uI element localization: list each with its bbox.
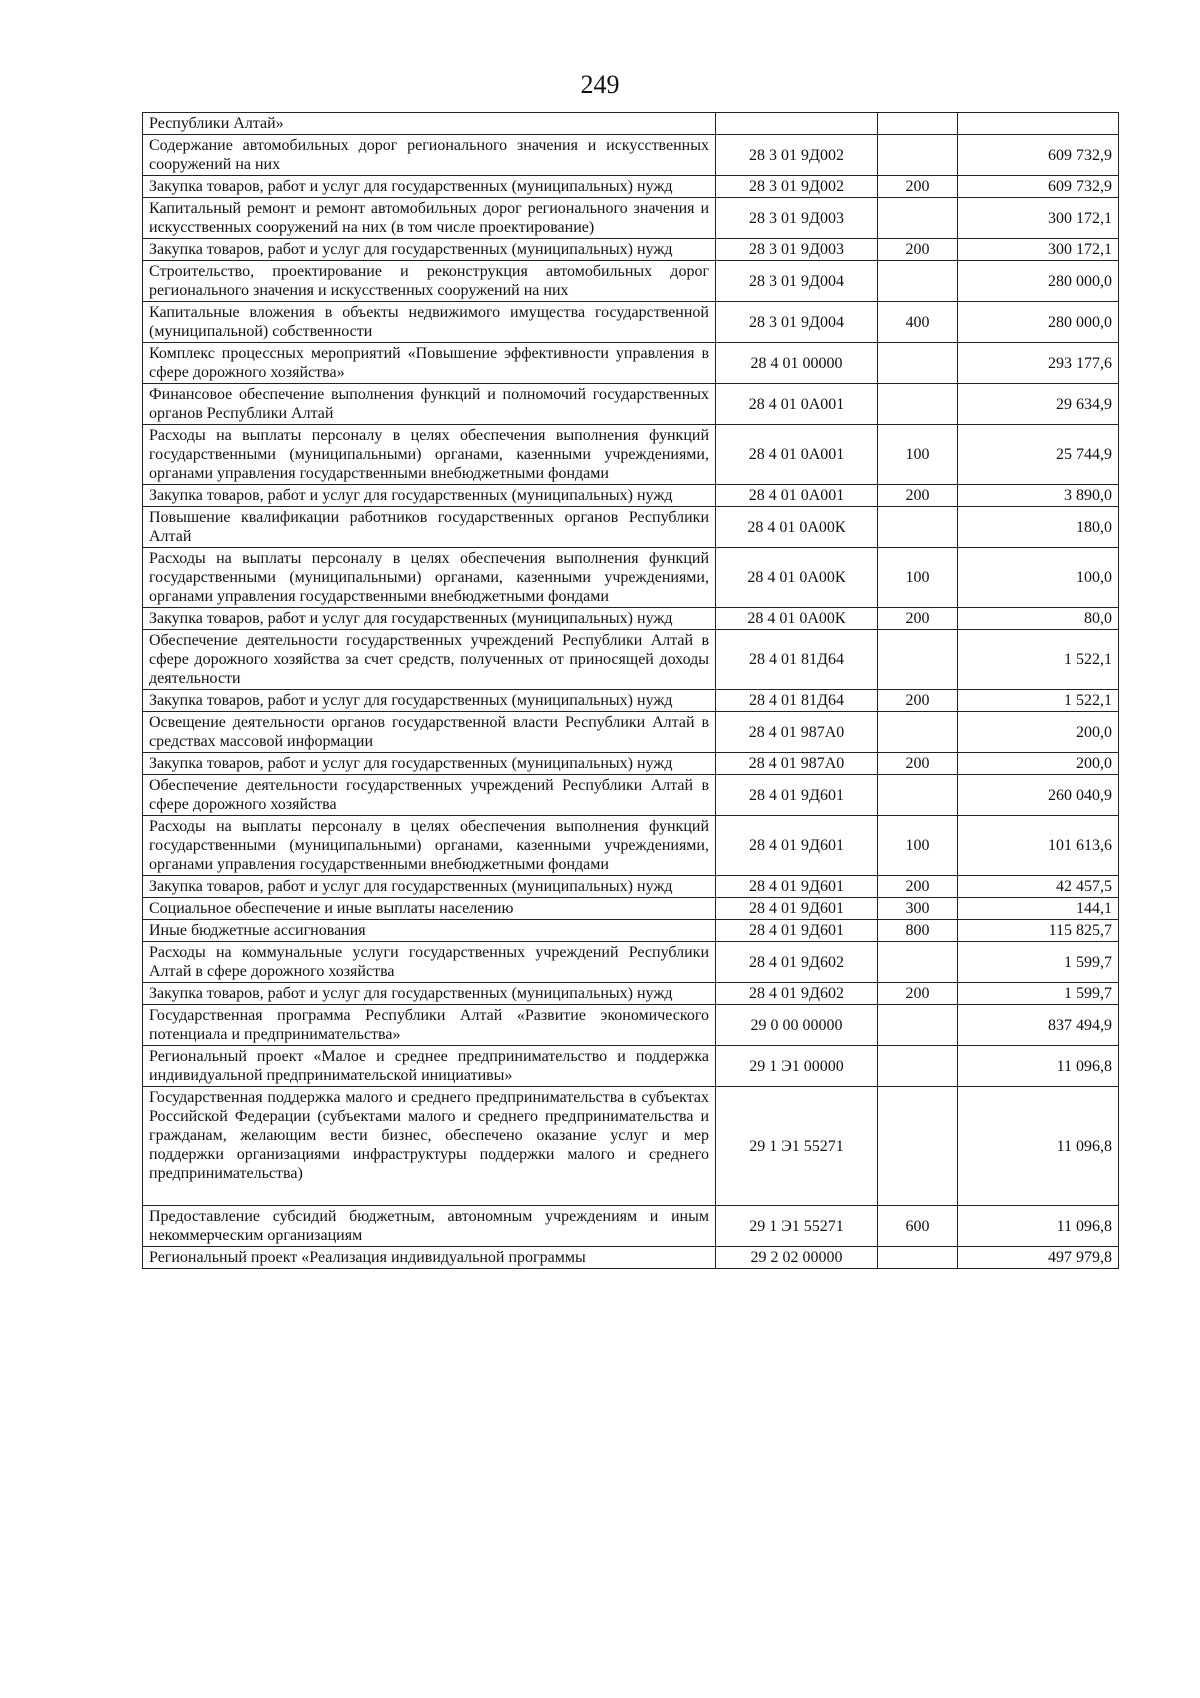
target-code-cell: 28 4 01 00000 (716, 343, 878, 384)
target-code-cell: 28 4 01 9Д601 (716, 775, 878, 816)
target-code-cell: 29 1 Э1 00000 (716, 1046, 878, 1087)
expense-name-cell: Закупка товаров, работ и услуг для государственных (муниципальных) нужд (143, 176, 716, 198)
expense-name-cell: Закупка товаров, работ и услуг для государственных (муниципальных) нужд (143, 983, 716, 1005)
target-code-cell: 28 4 01 9Д601 (716, 876, 878, 898)
amount-cell: 42 457,5 (958, 876, 1119, 898)
expense-name-cell: Иные бюджетные ассигнования (143, 920, 716, 942)
expense-type-cell (878, 712, 958, 753)
target-code-cell: 28 4 01 9Д601 (716, 816, 878, 876)
table-row (143, 1087, 1119, 1206)
page-number: 249 (580, 70, 620, 99)
expense-type-cell: 200 (878, 176, 958, 198)
expense-name-cell: Республики Алтай» (143, 113, 716, 135)
table-row (143, 302, 1119, 343)
amount-cell: 280 000,0 (958, 261, 1119, 302)
amount-cell: 3 890,0 (958, 485, 1119, 507)
amount-cell: 300 172,1 (958, 239, 1119, 261)
table-row (143, 876, 1119, 898)
expense-name-cell: Финансовое обеспечение выполнения функций и полномочий государственных органов Республики Алтай (143, 384, 716, 425)
expense-type-cell: 200 (878, 690, 958, 712)
expense-name-cell: Закупка товаров, работ и услуг для государственных (муниципальных) нужд (143, 485, 716, 507)
target-code-cell: 28 4 01 9Д602 (716, 942, 878, 983)
amount-cell: 609 732,9 (958, 135, 1119, 176)
table-row (143, 898, 1119, 920)
expense-type-cell: 100 (878, 425, 958, 485)
target-code-cell: 29 1 Э1 55271 (716, 1206, 878, 1247)
table-row (143, 176, 1119, 198)
expense-name-cell: Повышение квалификации работников государственных органов Республики Алтай (143, 507, 716, 548)
target-code-cell: 28 3 01 9Д004 (716, 302, 878, 343)
target-code-cell: 28 3 01 9Д003 (716, 198, 878, 239)
expense-type-cell (878, 1247, 958, 1269)
table-row (143, 608, 1119, 630)
expense-type-cell: 200 (878, 608, 958, 630)
target-code-cell: 29 1 Э1 55271 (716, 1087, 878, 1206)
target-code-cell: 28 4 01 0А00К (716, 548, 878, 608)
expense-name-cell: Государственная поддержка малого и среднего предпринимательства в субъектах Российской Федерации (субъектами малого и среднего предпринимательства и гражданам, желающим вести бизнес, обеспечено оказание услуг и мер поддержки организациями инфраструктуры поддержки малого и среднего предпринимательства) (143, 1087, 716, 1206)
table-row (143, 485, 1119, 507)
target-code-cell: 28 4 01 0А001 (716, 425, 878, 485)
target-code-cell: 28 4 01 9Д601 (716, 920, 878, 942)
amount-cell: 11 096,8 (958, 1087, 1119, 1206)
target-code-cell: 28 4 01 0А00К (716, 507, 878, 548)
expense-name-cell: Закупка товаров, работ и услуг для государственных (муниципальных) нужд (143, 753, 716, 775)
expense-name-cell: Обеспечение деятельности государственных учреждений Республики Алтай в сфере дорожного хозяйства (143, 775, 716, 816)
expense-name-cell: Капитальные вложения в объекты недвижимого имущества государственной (муниципальной) собственности (143, 302, 716, 343)
table-row (143, 630, 1119, 690)
amount-cell: 100,0 (958, 548, 1119, 608)
expense-type-cell: 200 (878, 485, 958, 507)
target-code-cell: 28 4 01 9Д601 (716, 898, 878, 920)
table-row (143, 1046, 1119, 1087)
expense-name-cell: Закупка товаров, работ и услуг для государственных (муниципальных) нужд (143, 239, 716, 261)
expense-type-cell: 200 (878, 239, 958, 261)
amount-cell: 1 522,1 (958, 630, 1119, 690)
expense-name-cell: Капитальный ремонт и ремонт автомобильных дорог регионального значения и искусственных сооружений на них (в том числе проектирование) (143, 198, 716, 239)
table-row (143, 775, 1119, 816)
amount-cell: 1 599,7 (958, 983, 1119, 1005)
table-row (143, 135, 1119, 176)
target-code-cell: 28 4 01 9Д602 (716, 983, 878, 1005)
amount-cell: 293 177,6 (958, 343, 1119, 384)
expense-type-cell (878, 198, 958, 239)
table-row (143, 425, 1119, 485)
table-row (143, 1206, 1119, 1247)
expense-type-cell (878, 630, 958, 690)
budget-table (142, 112, 1119, 1269)
expense-type-cell (878, 507, 958, 548)
amount-cell (958, 113, 1119, 135)
expense-type-cell: 200 (878, 983, 958, 1005)
table-row (143, 1247, 1119, 1269)
table-row (143, 548, 1119, 608)
amount-cell: 1 599,7 (958, 942, 1119, 983)
table-row (143, 983, 1119, 1005)
expense-name-cell: Расходы на выплаты персоналу в целях обеспечения выполнения функций государственными (муниципальными) органами, казенными учреждениями, органами управления государственными внебюджетными фондами (143, 425, 716, 485)
amount-cell: 29 634,9 (958, 384, 1119, 425)
expense-name-cell: Региональный проект «Малое и среднее предпринимательство и поддержка индивидуальной предпринимательской инициативы» (143, 1046, 716, 1087)
expense-type-cell: 100 (878, 816, 958, 876)
amount-cell: 609 732,9 (958, 176, 1119, 198)
expense-type-cell (878, 1046, 958, 1087)
amount-cell: 80,0 (958, 608, 1119, 630)
target-code-cell: 28 4 01 987А0 (716, 712, 878, 753)
target-code-cell: 28 3 01 9Д002 (716, 135, 878, 176)
expense-type-cell (878, 942, 958, 983)
amount-cell: 115 825,7 (958, 920, 1119, 942)
expense-type-cell (878, 261, 958, 302)
expense-name-cell: Расходы на выплаты персоналу в целях обеспечения выполнения функций государственными (муниципальными) органами, казенными учреждениями, органами управления государственными внебюджетными фондами (143, 548, 716, 608)
table-row (143, 113, 1119, 135)
target-code-cell: 28 4 01 0А001 (716, 485, 878, 507)
expense-type-cell: 600 (878, 1206, 958, 1247)
table-row (143, 816, 1119, 876)
target-code-cell: 28 4 01 987А0 (716, 753, 878, 775)
table-row (143, 712, 1119, 753)
target-code-cell: 28 4 01 81Д64 (716, 690, 878, 712)
expense-type-cell (878, 135, 958, 176)
table-row (143, 920, 1119, 942)
expense-name-cell: Закупка товаров, работ и услуг для государственных (муниципальных) нужд (143, 690, 716, 712)
expense-type-cell: 100 (878, 548, 958, 608)
expense-type-cell: 200 (878, 753, 958, 775)
amount-cell: 180,0 (958, 507, 1119, 548)
table-row (143, 384, 1119, 425)
amount-cell: 280 000,0 (958, 302, 1119, 343)
expense-type-cell (878, 775, 958, 816)
expense-name-cell: Закупка товаров, работ и услуг для государственных (муниципальных) нужд (143, 608, 716, 630)
amount-cell: 497 979,8 (958, 1247, 1119, 1269)
expense-name-cell: Предоставление субсидий бюджетным, автономным учреждениям и иным некоммерческим организациям (143, 1206, 716, 1247)
amount-cell: 200,0 (958, 753, 1119, 775)
amount-cell: 1 522,1 (958, 690, 1119, 712)
expense-name-cell: Закупка товаров, работ и услуг для государственных (муниципальных) нужд (143, 876, 716, 898)
expense-type-cell: 800 (878, 920, 958, 942)
target-code-cell: 28 3 01 9Д004 (716, 261, 878, 302)
table-row (143, 753, 1119, 775)
expense-type-cell: 400 (878, 302, 958, 343)
expense-name-cell: Социальное обеспечение и иные выплаты населению (143, 898, 716, 920)
expense-type-cell (878, 113, 958, 135)
expense-name-cell: Освещение деятельности органов государственной власти Республики Алтай в средствах массовой информации (143, 712, 716, 753)
table-row (143, 690, 1119, 712)
table-row (143, 343, 1119, 384)
budget-table-body (143, 113, 1119, 1269)
expense-name-cell: Комплекс процессных мероприятий «Повышение эффективности управления в сфере дорожного хозяйства» (143, 343, 716, 384)
expense-name-cell: Обеспечение деятельности государственных учреждений Республики Алтай в сфере дорожного хозяйства за счет средств, полученных от приносящей доходы деятельности (143, 630, 716, 690)
table-row (143, 1005, 1119, 1046)
amount-cell: 200,0 (958, 712, 1119, 753)
expense-name-cell: Строительство, проектирование и реконструкция автомобильных дорог регионального значения и искусственных сооружений на них (143, 261, 716, 302)
amount-cell: 11 096,8 (958, 1206, 1119, 1247)
target-code-cell (716, 113, 878, 135)
target-code-cell: 28 3 01 9Д002 (716, 176, 878, 198)
expense-type-cell (878, 1005, 958, 1046)
expense-type-cell (878, 384, 958, 425)
table-row (143, 198, 1119, 239)
table-row (143, 942, 1119, 983)
target-code-cell: 28 3 01 9Д003 (716, 239, 878, 261)
amount-cell: 25 744,9 (958, 425, 1119, 485)
expense-type-cell (878, 343, 958, 384)
expense-name-cell: Расходы на коммунальные услуги государственных учреждений Республики Алтай в сфере дорожного хозяйства (143, 942, 716, 983)
amount-cell: 101 613,6 (958, 816, 1119, 876)
expense-type-cell: 300 (878, 898, 958, 920)
amount-cell: 260 040,9 (958, 775, 1119, 816)
amount-cell: 11 096,8 (958, 1046, 1119, 1087)
target-code-cell: 29 2 02 00000 (716, 1247, 878, 1269)
target-code-cell: 28 4 01 0А00К (716, 608, 878, 630)
expense-name-cell: Содержание автомобильных дорог регионального значения и искусственных сооружений на них (143, 135, 716, 176)
expense-name-cell: Расходы на выплаты персоналу в целях обеспечения выполнения функций государственными (муниципальными) органами, казенными учреждениями, органами управления государственными внебюджетными фондами (143, 816, 716, 876)
target-code-cell: 28 4 01 81Д64 (716, 630, 878, 690)
target-code-cell: 28 4 01 0А001 (716, 384, 878, 425)
expense-type-cell: 200 (878, 876, 958, 898)
table-row (143, 239, 1119, 261)
amount-cell: 837 494,9 (958, 1005, 1119, 1046)
table-row (143, 261, 1119, 302)
expense-type-cell (878, 1087, 958, 1206)
amount-cell: 300 172,1 (958, 198, 1119, 239)
expense-name-cell: Государственная программа Республики Алтай «Развитие экономического потенциала и предпринимательства» (143, 1005, 716, 1046)
table-row (143, 507, 1119, 548)
expense-name-cell: Региональный проект «Реализация индивидуальной программы (143, 1247, 716, 1269)
target-code-cell: 29 0 00 00000 (716, 1005, 878, 1046)
amount-cell: 144,1 (958, 898, 1119, 920)
